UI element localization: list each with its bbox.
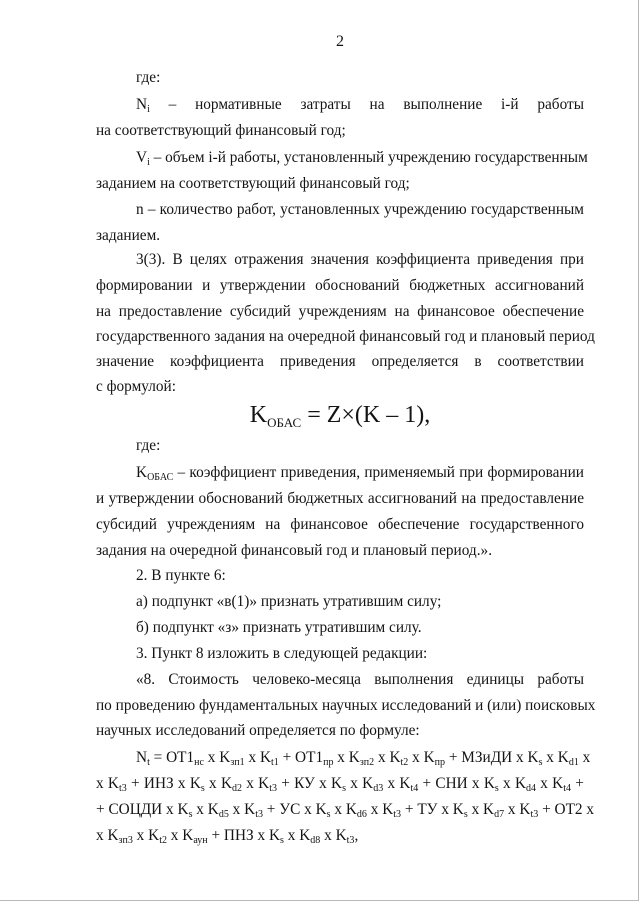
item-3: 3. Пункт 8 изложить в следующей редакции: [136, 645, 428, 662]
where-label: где: [136, 69, 161, 86]
definition-ni-cont: на соответствующий финансовый год; [96, 122, 346, 139]
paragraph-line: формировании и утверждении обоснований бюджетных ассигнований [96, 277, 584, 294]
paragraph-line: научных исследований определяется по формуле: [96, 722, 420, 739]
paragraph-line: государственного задания на очередной финансовый год и плановый период [96, 328, 595, 345]
definition-vi: $V_i$ – объем i-й работы, установленный учреждению государственным [136, 149, 588, 168]
formula-nt-line: + СОЦДИ x $K_s$ x $K_{d5}$ x $K_{t3}$ + УС x $K_s$ x $K_{d6}$ x $K_{t3}$ + ТУ x $K_s$ x $K_{d7}$ x $K_{t3} + ОТ2$ x [96, 801, 595, 820]
item-2a: а) подпункт «в(1)» признать утратившим силу; [136, 593, 442, 610]
definition-n-cont: заданием. [96, 227, 161, 244]
definition-kobas: $K_{ОБАС}$ – коэффициент приведения, применяемый при формировании [136, 464, 584, 483]
page-number: 2 [336, 33, 344, 50]
formula-kobas: $K_{ОБАС} = Z\times(K - 1)$, [249, 402, 431, 430]
paragraph-line: на предоставление субсидий учреждениям на финансовое обеспечение [96, 303, 584, 320]
definition-n: n – количество работ, установленных учреждению государственным [136, 201, 584, 218]
formula-nt-line: x $K_{зп3}$ x $K_{t2}$ x $K_{аун}$ + ПНЗ x $K_s$ x $K_{d8}$ x $K_{t3}$, [96, 827, 359, 846]
paragraph-line: 3(3). В целях отражения значения коэффициента приведения при [136, 251, 584, 268]
paragraph-line: по проведению фундаментальных научных исследований и (или) поисковых [96, 697, 596, 714]
paragraph-line: задания на очередной финансовый год и плановый период.». [96, 542, 493, 559]
where-label: где: [136, 437, 161, 454]
paragraph-line: с формулой: [96, 378, 176, 395]
paragraph-line: субсидий учреждениям на финансовое обеспечение государственного [96, 516, 584, 533]
paragraph-line: значение коэффициента приведения определяется в соответствии [96, 353, 584, 370]
definition-vi-cont: заданием на соответствующий финансовый год; [96, 175, 410, 192]
item-2: 2. В пункте 6: [136, 567, 226, 584]
formula-nt-line: x $K_{t3}$ + ИНЗ x $K_s$ x $K_{d2}$ x $K_{t3}$ + КУ x $K_s$ x $K_{d3}$ x $K_{t4}$ + СНИ x $K_s$ x $K_{d4}$ x $K_{t4}$ + [96, 775, 584, 794]
definition-ni: $N_i$ – нормативные затраты на выполнение i-й работы [136, 96, 584, 115]
formula-nt-line: $N_t = ОТ1_{нс}$ x $K_{зп1}$ x $K_{t1} + ОТ1_{пр}$ x $K_{зп2}$ x $K_{t2}$ x $K_{пр}$ + МЗиДИ x $K_s$ x $K_{d1}$ x [136, 749, 591, 768]
paragraph-line: «8. Стоимость человеко-месяца выполнения единицы работы [136, 671, 584, 688]
item-2b: б) подпункт «з» признать утратившим силу. [136, 619, 422, 636]
paragraph-line: и утверждении обоснований бюджетных ассигнований на предоставление [96, 490, 584, 507]
